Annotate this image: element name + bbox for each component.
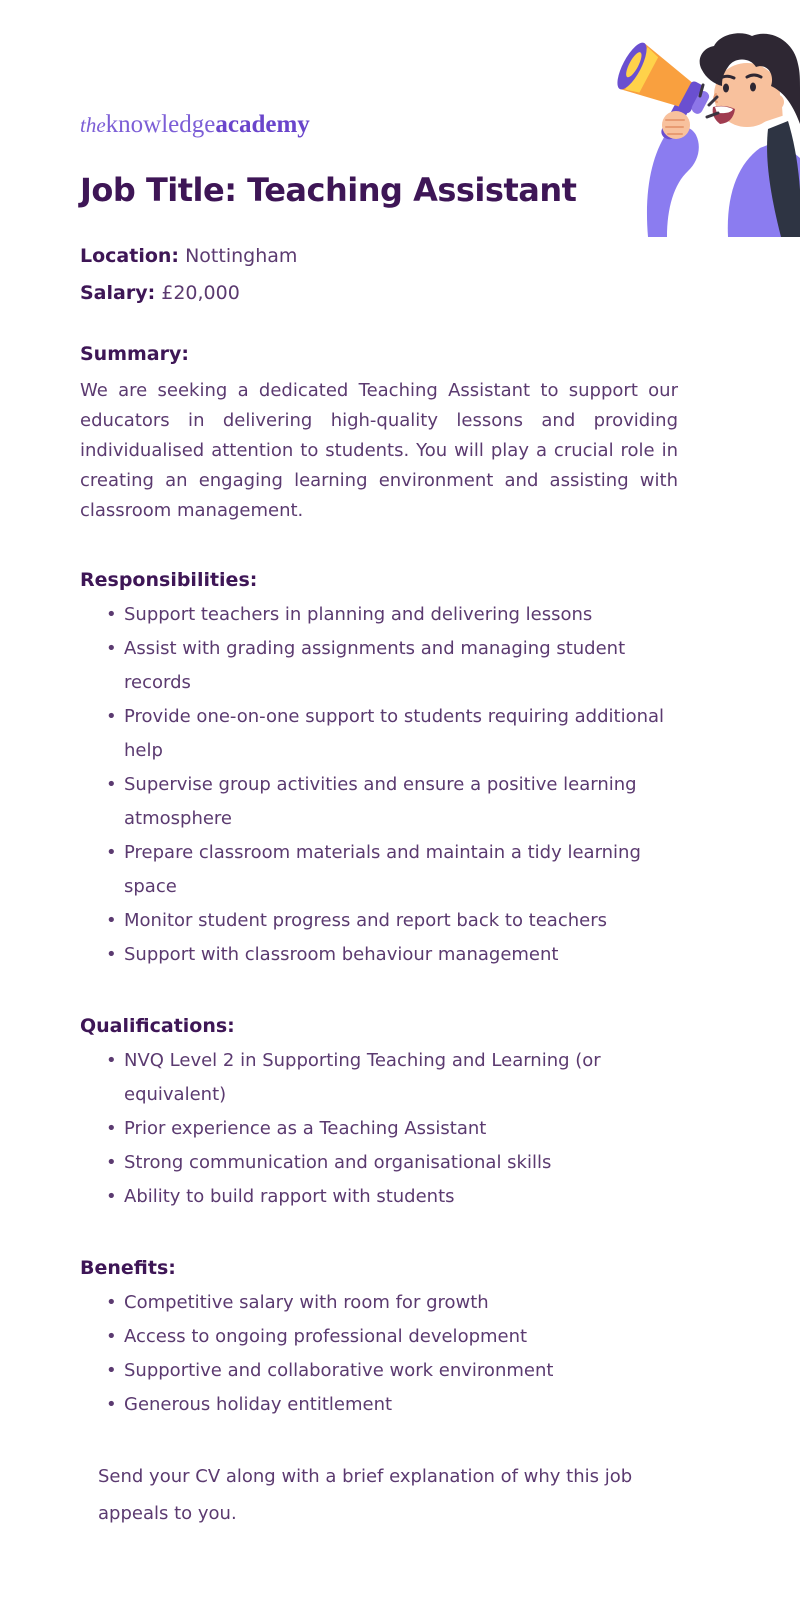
list-item: • Supportive and collaborative work environment — [104, 1354, 678, 1388]
qualifications-heading: Qualifications: — [80, 1015, 235, 1037]
list-item: • Access to ongoing professional development — [104, 1320, 678, 1354]
benefits-heading: Benefits: — [80, 1257, 176, 1279]
responsibilities-list — [80, 598, 678, 972]
list-item: • Support teachers in planning and delivering lessons — [104, 598, 678, 632]
responsibilities-heading: Responsibilities: — [80, 569, 258, 591]
list-item: • Support with classroom behaviour management — [104, 938, 678, 972]
brand-logo — [80, 110, 678, 140]
list-item: • NVQ Level 2 in Supporting Teaching and Learning (or equivalent) — [104, 1044, 678, 1112]
list-item: • Generous holiday entitlement — [104, 1388, 678, 1422]
list-item: • Monitor student progress and report back to teachers — [104, 904, 678, 938]
salary-label: Salary: — [80, 282, 156, 304]
benefits-list — [80, 1286, 678, 1422]
logo-knowledge: knowledge — [105, 111, 216, 138]
list-item: • Strong communication and organisational skills — [104, 1146, 678, 1180]
job-location — [80, 238, 678, 275]
qualifications-list — [80, 1044, 678, 1214]
job-salary — [80, 275, 678, 312]
announcement-illustration — [610, 22, 800, 237]
list-item: • Prepare classroom materials and maintain a tidy learning space — [104, 836, 678, 904]
location-value: Nottingham — [185, 245, 298, 267]
page-title: Job Title: Teaching Assistant — [80, 171, 577, 209]
salary-value: £20,000 — [161, 282, 240, 304]
summary-heading: Summary: — [80, 343, 189, 365]
list-item: • Supervise group activities and ensure a positive learning atmosphere — [104, 768, 678, 836]
logo-academy: academy — [215, 111, 310, 138]
location-label: Location: — [80, 245, 180, 267]
job-meta — [80, 238, 678, 312]
man-eye-left — [723, 84, 729, 93]
man-eye-right — [750, 83, 756, 92]
responsibilities-section — [80, 566, 678, 972]
benefits-section — [80, 1254, 678, 1422]
list-item: • Prior experience as a Teaching Assistant — [104, 1112, 678, 1146]
list-item: • Competitive salary with room for growth — [104, 1286, 678, 1320]
logo-the: the — [80, 113, 106, 137]
list-item: • Assist with grading assignments and managing student records — [104, 632, 678, 700]
closing-note: Send your CV along with a brief explanation of why this job appeals to you. — [98, 1466, 633, 1524]
man-arm — [647, 126, 699, 237]
list-item: • Provide one-on-one support to students requiring additional help — [104, 700, 678, 768]
summary-paragraph: We are seeking a dedicated Teaching Assistant to support our educators in delivering high-quality lessons and providing individualised attention to students. You will play a crucial role in creating an engaging learning environment and assisting with classroom management. — [80, 380, 678, 521]
man-hand — [662, 111, 690, 139]
qualifications-section — [80, 1012, 678, 1214]
summary-section — [80, 340, 678, 526]
list-item: • Ability to build rapport with students — [104, 1180, 678, 1214]
